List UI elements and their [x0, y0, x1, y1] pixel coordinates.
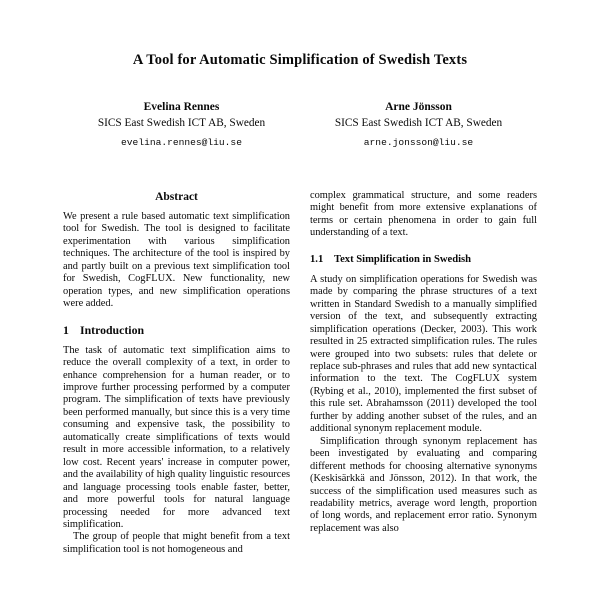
section-paragraph-continued: complex grammatical structure, and some readers might benefit from more extensive explanations of terms or certain phenomena in order to gain full understanding of a text. — [310, 190, 537, 239]
abstract-heading: Abstract — [155, 191, 198, 203]
right-column — [310, 190, 537, 600]
author-entry — [300, 100, 537, 150]
author-affiliation: SICS East Swedish ICT AB, Sweden — [97, 117, 266, 129]
author-email: arne.jonsson@liu.se — [363, 137, 474, 148]
section-paragraph: The group of people that might benefit from a text simplification tool is not homogeneous and — [63, 531, 290, 555]
subsection-paragraph: Simplification through synonym replacement has been investigated by evaluating and comparing different methods for choosing alternative synonyms (Keskisärkkä and Jönsson, 2012). In that work, the success of the simplification used measures such as readability metrics, average word length, proportion of long words, and replacement error ratio. Synonym replacement was also — [310, 435, 537, 534]
author-entry — [63, 100, 300, 150]
author-list — [63, 100, 537, 150]
section-heading-introduction — [63, 323, 290, 338]
subsection-heading-text-simplification-in-swedish — [310, 253, 537, 267]
author-name: Arne Jönsson — [385, 101, 452, 113]
author-name: Evelina Rennes — [143, 101, 220, 113]
left-column — [63, 190, 290, 600]
section-number: 1 — [63, 322, 69, 337]
section-paragraph: The task of automatic text simplification aims to reduce the overall complexity of a text, in order to enhance comprehension for a human reader, or to improve further processing performed by a computer program. The simplification of texts have previously been performed manually, but since this is a very time consuming and expensive task, the possibility to automatically create simplifications of texts would result in more accessible information, to a relatively low cost. Recent years' increase in computer power, and the availability of high quality linguistic resources and language processing tools enable faster, better, and more powerful tools for natural language processing needed for more advanced text simplification. — [63, 344, 290, 530]
abstract-text: We present a rule based automatic text simplification tool for Swedish. The tool is designed to facilitate experimentation with various simplification techniques. The architecture of the tool is inspired by and partly built on a previous text simplification tool for Swedish, CogFLUX. New functionality, new operation types, and new simplification operations were added. — [63, 211, 290, 310]
author-email: evelina.rennes@liu.se — [121, 137, 242, 148]
author-affiliation: SICS East Swedish ICT AB, Sweden — [334, 117, 503, 129]
subsection-number: 1.1 — [310, 253, 324, 265]
page-title: A Tool for Automatic Simplification of Swedish Texts — [132, 52, 468, 68]
two-column-body — [63, 190, 537, 600]
subsection-title: Text Simplification in Swedish — [334, 253, 472, 265]
section-title: Introduction — [80, 322, 145, 337]
subsection-paragraph: A study on simplification operations for Swedish was made by comparing the phrase structures of a text written in Standard Swedish to a manually simplified version of the text, and subsequently extracting simplification operations (Decker, 2003). This work resulted in 25 extracted simplification rules. The rules were grouped into two subsets: rules that delete or replace sub-phrases and rules that add new syntactical information to the text. The CogFLUX system (Rybing et al., 2010), implemented the first subset of this rule set. Abrahamsson (2011) developed the tool further by adding another subset of the rules, and an additional synonym replacement module. — [310, 273, 537, 435]
